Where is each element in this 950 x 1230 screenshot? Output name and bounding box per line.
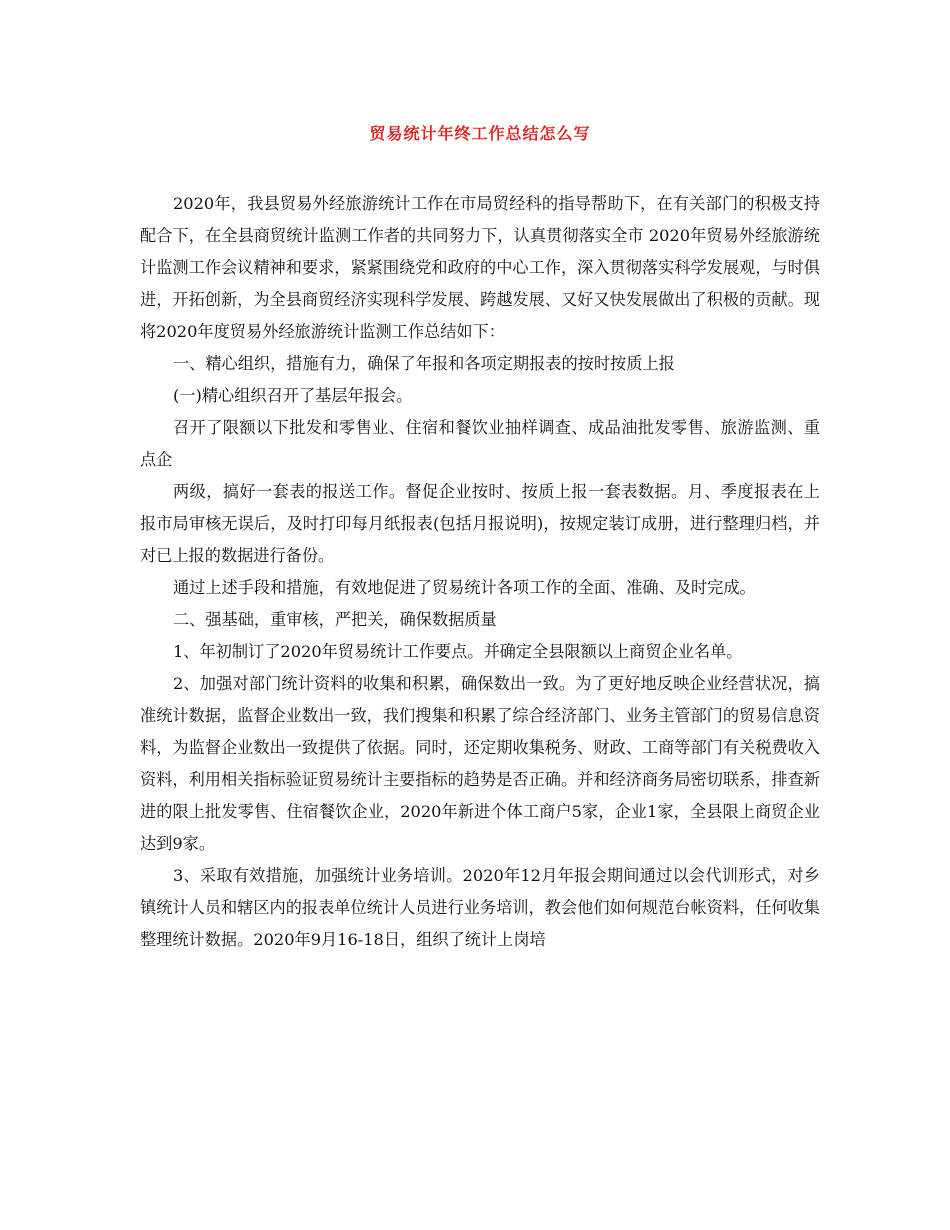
paragraph: 一、精心组织，措施有力，确保了年报和各项定期报表的按时按质上报 [173, 354, 675, 373]
paragraph: 3、采取有效措施，加强统计业务培训。2020年12月年报会期间通过以会代训形式，对乡镇统计人员和辖区内的报表单位统计人员进行业务培训，教会他们如何规范台帐资料，任何收集整理统计数据。2020年9月16-18日，组织了统计上岗培 [140, 866, 820, 949]
paragraph: (一)精心组织召开了基层年报会。 [173, 386, 413, 405]
paragraph: 2、加强对部门统计资料的收集和积累，确保数出一致。为了更好地反映企业经营状况，搞准统计数据，监督企业数出一致，我们搜集和积累了综合经济部门、业务主管部门的贸易信息资料，为监督企业数出一致提供了依据。同时，还定期收集税务、财政、工商等部门有关税费收入资料，利用相关指标验证贸易统计主要指标的趋势是否正确。并和经济商务局密切联系，排查新进的限上批发零售、住宿餐饮企业，2020年新进个体工商户5家，企业1家，全县限上商贸企业达到9家。 [140, 674, 820, 853]
paragraph: 2020年，我县贸易外经旅游统计工作在市局贸经科的指导帮助下，在有关部门的积极支持配合下，在全县商贸统计监测工作者的共同努力下，认真贯彻落实全市 2020年贸易外经旅游统计监测工作会议精神和要求，紧紧围绕党和政府的中心工作，深入贯彻落实科学发展观，与时俱进，开拓创新，为全县商贸经济实现科学发展、跨越发展、又好又快发展做出了积极的贡献。现将2020年度贸易外经旅游统计监测工作总结如下： [140, 194, 820, 341]
paragraph: 1、年初制订了2020年贸易统计工作要点。并确定全县限额以上商贸企业名单。 [173, 642, 743, 661]
document-body [140, 188, 820, 956]
paragraph: 召开了限额以下批发和零售业、住宿和餐饮业抽样调查、成品油批发零售、旅游监测、重点企 [140, 418, 820, 469]
paragraph: 两级，搞好一套表的报送工作。督促企业按时、按质上报一套表数据。月、季度报表在上报市局审核无误后，及时打印每月纸报表(包括月报说明)，按规定装订成册，进行整理归档，并对已上报的数据进行备份。 [140, 482, 820, 565]
document-title: 贸易统计年终工作总结怎么写 [369, 124, 591, 143]
paragraph: 通过上述手段和措施，有效地促进了贸易统计各项工作的全面、准确、及时完成。 [173, 578, 756, 597]
paragraph: 二、强基础，重审核，严把关，确保数据质量 [173, 610, 497, 629]
